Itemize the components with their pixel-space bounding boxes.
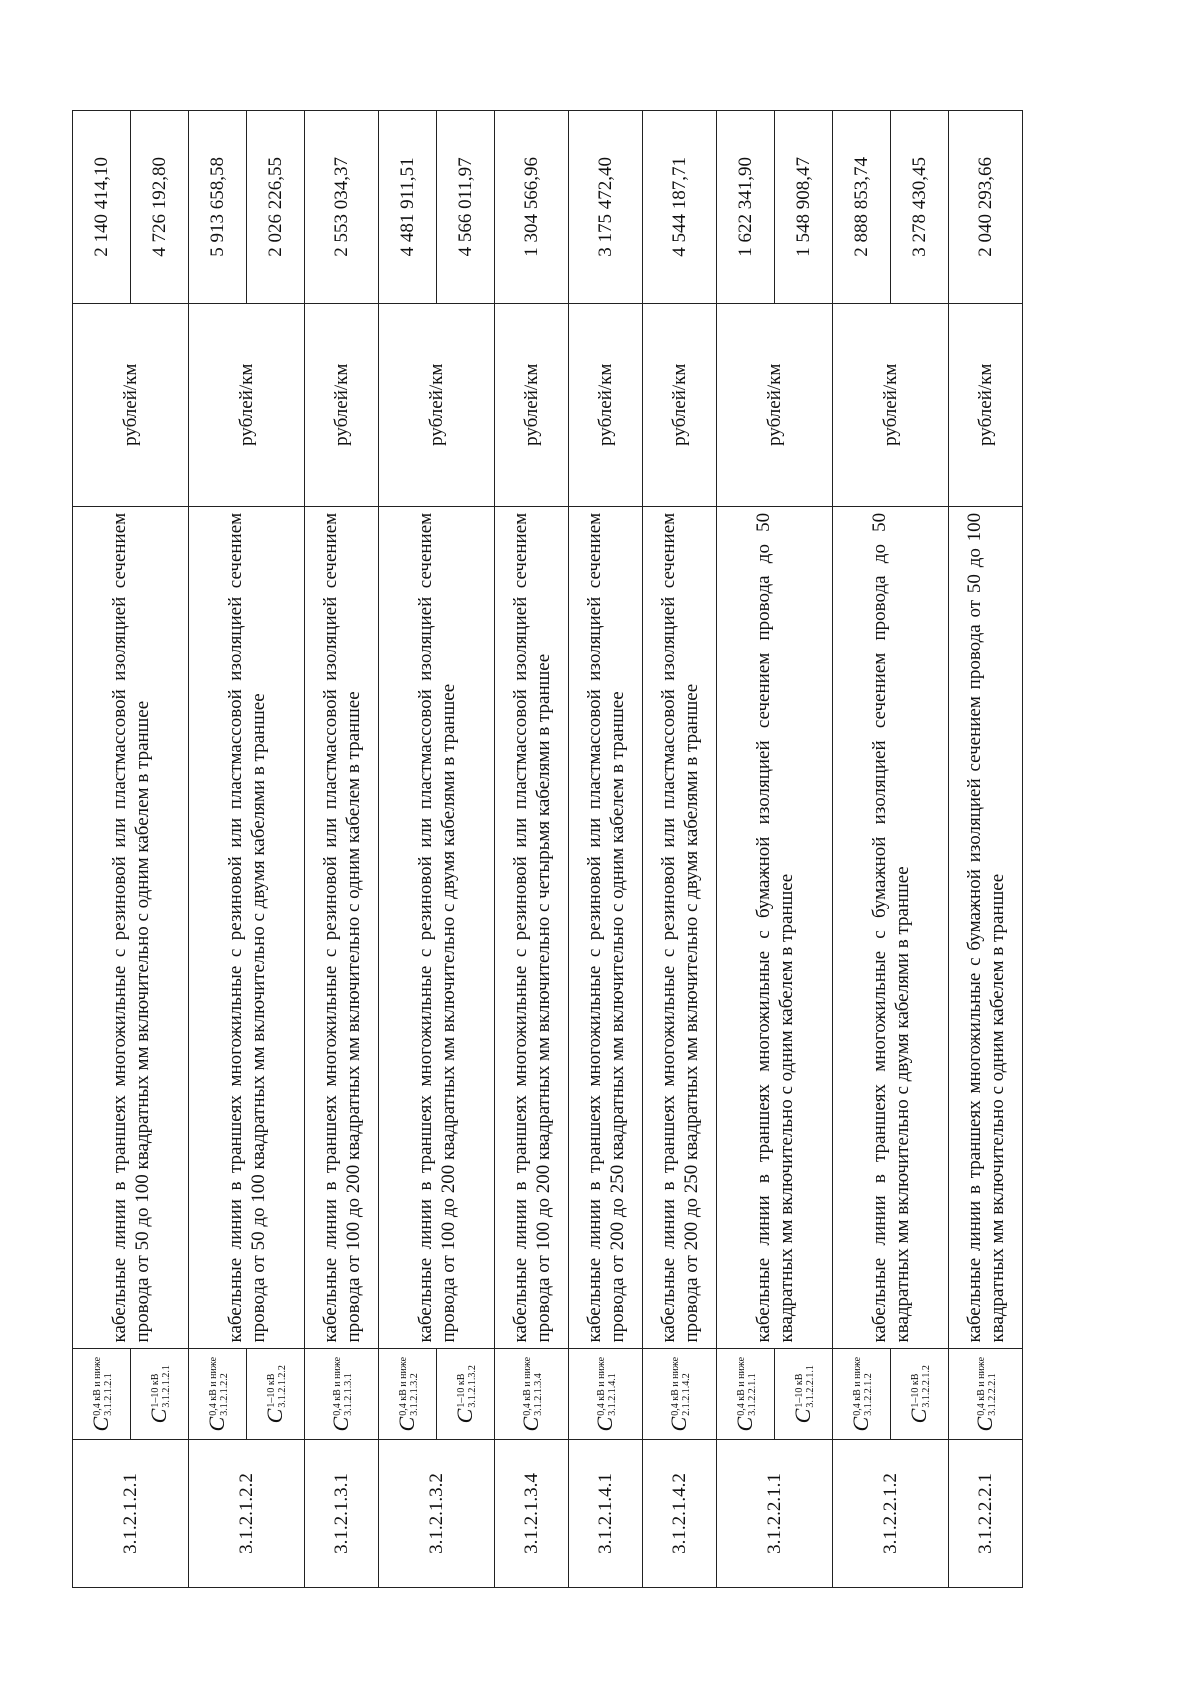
- voltage-superscript: 0,4 кВ и ниже: [332, 1356, 344, 1416]
- unit-label: рублей/км: [833, 303, 949, 506]
- symbol-c: C: [731, 1416, 757, 1432]
- item-description: кабельные линии в траншеях многожильные с резиновой или пластмассовой изоляцией сечением провода от 50 до 100 квадратных мм включительно с двумя кабелями в траншее: [189, 506, 305, 1349]
- symbol-c: C: [203, 1416, 229, 1432]
- symbol-scripts: [266, 1365, 288, 1408]
- voltage-superscript: 0,4 кВ и ниже: [736, 1356, 748, 1416]
- code-subscript: 3.1.2.1.3.2: [409, 1373, 421, 1416]
- symbol-c: C: [327, 1416, 353, 1432]
- table-row: [495, 111, 569, 1588]
- symbol-scripts: [670, 1357, 692, 1416]
- rate-value: 2 040 293,66: [949, 111, 1023, 304]
- item-description: кабельные линии в траншеях многожильные с бумажной изоляцией сечением провода до 50 квадратных мм включительно с одним кабелем в траншее: [717, 506, 833, 1349]
- symbol-scripts: [522, 1357, 544, 1416]
- symbol-c: C: [87, 1416, 113, 1432]
- rate-symbol: [305, 1349, 379, 1439]
- voltage-superscript: 1–10 кВ: [456, 1373, 468, 1408]
- rate-value: 5 913 658,58: [189, 111, 247, 304]
- item-code: 3.1.2.1.2.2: [189, 1439, 305, 1587]
- code-subscript: 3.1.2.1.2.1: [103, 1373, 115, 1416]
- table-row: [569, 111, 643, 1588]
- item-code: 3.1.2.1.3.1: [305, 1439, 379, 1587]
- table-row: [717, 111, 775, 1588]
- table-row: [73, 111, 131, 1588]
- rate-value: 2 888 853,74: [833, 111, 891, 304]
- voltage-superscript: 1–10 кВ: [794, 1373, 806, 1408]
- symbol-scripts: [976, 1357, 998, 1416]
- rate-symbol: [833, 1349, 891, 1439]
- item-description: кабельные линии в траншеях многожильные с резиновой или пластмассовой изоляцией сечением провода от 100 до 200 квадратных мм включительно с одним кабелем в траншее: [305, 506, 379, 1349]
- code-subscript: 3.1.2.2.1.2: [863, 1373, 875, 1416]
- voltage-superscript: 0,4 кВ и ниже: [976, 1356, 988, 1416]
- table-body: [73, 111, 1023, 1588]
- table-row: [379, 111, 437, 1588]
- rate-symbol: [643, 1349, 717, 1439]
- rate-symbol: [189, 1349, 247, 1439]
- item-description: кабельные линии в траншеях многожильные с резиновой или пластмассовой изоляцией сечением провода от 200 до 250 квадратных мм включительно с двумя кабелями в траншее: [643, 506, 717, 1349]
- symbol-scripts: [910, 1365, 932, 1408]
- item-description: кабельные линии в траншеях многожильные с резиновой или пластмассовой изоляцией сечением провода от 50 до 100 квадратных мм включительно с одним кабелем в траншее: [73, 506, 189, 1349]
- symbol-c: C: [665, 1416, 691, 1432]
- voltage-superscript: 0,4 кВ и ниже: [852, 1356, 864, 1416]
- rate-value: 4 566 011,97: [437, 111, 495, 304]
- symbol-c: C: [905, 1408, 931, 1424]
- unit-label: рублей/км: [643, 303, 717, 506]
- code-subscript: 3.1.2.1.2.2: [277, 1365, 289, 1408]
- item-code: 3.1.2.1.4.1: [569, 1439, 643, 1587]
- rate-value: 4 726 192,80: [131, 111, 189, 304]
- symbol-scripts: [208, 1357, 230, 1416]
- rate-symbol: [569, 1349, 643, 1439]
- symbol-c: C: [591, 1416, 617, 1432]
- symbol-c: C: [261, 1408, 287, 1424]
- unit-label: рублей/км: [73, 303, 189, 506]
- table-row: [833, 111, 891, 1588]
- rate-symbol: [775, 1349, 833, 1439]
- rate-symbol: [949, 1349, 1023, 1439]
- symbol-c: C: [393, 1416, 419, 1432]
- rate-value: 2 140 414,10: [73, 111, 131, 304]
- symbol-scripts: [456, 1365, 478, 1408]
- code-subscript: 3.1.2.1.2.2: [219, 1373, 231, 1416]
- item-description: кабельные линии в траншеях многожильные с резиновой или пластмассовой изоляцией сечением провода от 100 до 200 квадратных мм включительно с четырьмя кабелями в траншее: [495, 506, 569, 1349]
- voltage-superscript: 0,4 кВ и ниже: [670, 1356, 682, 1416]
- rate-value: 1 622 341,90: [717, 111, 775, 304]
- item-code: 3.1.2.1.4.2: [643, 1439, 717, 1587]
- rate-symbol: [247, 1349, 305, 1439]
- item-description: кабельные линии в траншеях многожильные с резиновой или пластмассовой изоляцией сечением провода от 100 до 200 квадратных мм включительно с двумя кабелями в траншее: [379, 506, 495, 1349]
- symbol-scripts: [332, 1357, 354, 1416]
- rate-symbol: [891, 1349, 949, 1439]
- rate-value: 3 278 430,45: [891, 111, 949, 304]
- symbol-scripts: [794, 1365, 816, 1408]
- rate-value: 2 553 034,37: [305, 111, 379, 304]
- item-code: 3.1.2.1.3.2: [379, 1439, 495, 1587]
- unit-label: рублей/км: [189, 303, 305, 506]
- voltage-superscript: 0,4 кВ и ниже: [208, 1356, 220, 1416]
- rate-value: 1 304 566,96: [495, 111, 569, 304]
- voltage-superscript: 0,4 кВ и ниже: [522, 1356, 534, 1416]
- voltage-superscript: 1–10 кВ: [266, 1373, 278, 1408]
- unit-label: рублей/км: [569, 303, 643, 506]
- symbol-scripts: [150, 1365, 172, 1408]
- rate-symbol: [73, 1349, 131, 1439]
- table-row: [305, 111, 379, 1588]
- item-description: кабельные линии в траншеях многожильные с резиновой или пластмассовой изоляцией сечением провода от 200 до 250 квадратных мм включительно с одним кабелем в траншее: [569, 506, 643, 1349]
- unit-label: рублей/км: [949, 303, 1023, 506]
- item-code: 3.1.2.1.3.4: [495, 1439, 569, 1587]
- rate-symbol: [437, 1349, 495, 1439]
- code-subscript: 3.1.2.2.1.1: [805, 1365, 817, 1408]
- symbol-scripts: [92, 1357, 114, 1416]
- voltage-superscript: 1–10 кВ: [910, 1373, 922, 1408]
- rate-value: 4 481 911,51: [379, 111, 437, 304]
- code-subscript: 3.1.2.1.3.2: [467, 1365, 479, 1408]
- item-code: 3.1.2.2.2.1: [949, 1439, 1023, 1587]
- symbol-scripts: [398, 1357, 420, 1416]
- rate-value: 4 544 187,71: [643, 111, 717, 304]
- voltage-superscript: 0,4 кВ и ниже: [398, 1356, 410, 1416]
- code-subscript: 3.1.2.1.3.4: [533, 1373, 545, 1416]
- voltage-superscript: 0,4 кВ и ниже: [596, 1356, 608, 1416]
- rate-value: 1 548 908,47: [775, 111, 833, 304]
- table-row: [949, 111, 1023, 1588]
- rate-value: 3 175 472,40: [569, 111, 643, 304]
- rate-symbol: [379, 1349, 437, 1439]
- item-code: 3.1.2.1.2.1: [73, 1439, 189, 1587]
- table-row: [189, 111, 247, 1588]
- symbol-c: C: [451, 1408, 477, 1424]
- code-subscript: 3.1.2.1.2.1: [161, 1365, 173, 1408]
- symbol-c: C: [145, 1408, 171, 1424]
- code-subscript: 3.1.2.2.1.2: [921, 1365, 933, 1408]
- code-subscript: 3.1.2.1.4.1: [607, 1373, 619, 1416]
- symbol-scripts: [736, 1357, 758, 1416]
- unit-label: рублей/км: [717, 303, 833, 506]
- voltage-superscript: 0,4 кВ и ниже: [92, 1356, 104, 1416]
- code-subscript: 3.1.2.1.3.1: [343, 1373, 355, 1416]
- symbol-scripts: [852, 1357, 874, 1416]
- rate-value: 2 026 226,55: [247, 111, 305, 304]
- rate-symbol: [131, 1349, 189, 1439]
- item-code: 3.1.2.2.1.2: [833, 1439, 949, 1587]
- rate-symbol: [717, 1349, 775, 1439]
- unit-label: рублей/км: [379, 303, 495, 506]
- symbol-c: C: [847, 1416, 873, 1432]
- symbol-c: C: [517, 1416, 543, 1432]
- table-row: [643, 111, 717, 1588]
- code-subscript: 2.1.2.1.4.2: [681, 1373, 693, 1416]
- rate-symbol: [495, 1349, 569, 1439]
- symbol-scripts: [596, 1357, 618, 1416]
- item-description: кабельные линии в траншеях многожильные с бумажной изоляцией сечением провода до 50 квадратных мм включительно с двумя кабелями в траншее: [833, 506, 949, 1349]
- unit-label: рублей/км: [305, 303, 379, 506]
- unit-label: рублей/км: [495, 303, 569, 506]
- item-code: 3.1.2.2.1.1: [717, 1439, 833, 1587]
- tariff-table: [72, 110, 1023, 1588]
- code-subscript: 3.1.2.2.1.1: [747, 1373, 759, 1416]
- voltage-superscript: 1–10 кВ: [150, 1373, 162, 1408]
- code-subscript: 3.1.2.2.2.1: [987, 1373, 999, 1416]
- symbol-c: C: [789, 1408, 815, 1424]
- item-description: кабельные линии в траншеях многожильные с бумажной изоляцией сечением провода от 50 до 100 квадратных мм включительно с одним кабелем в траншее: [949, 506, 1023, 1349]
- symbol-c: C: [971, 1416, 997, 1432]
